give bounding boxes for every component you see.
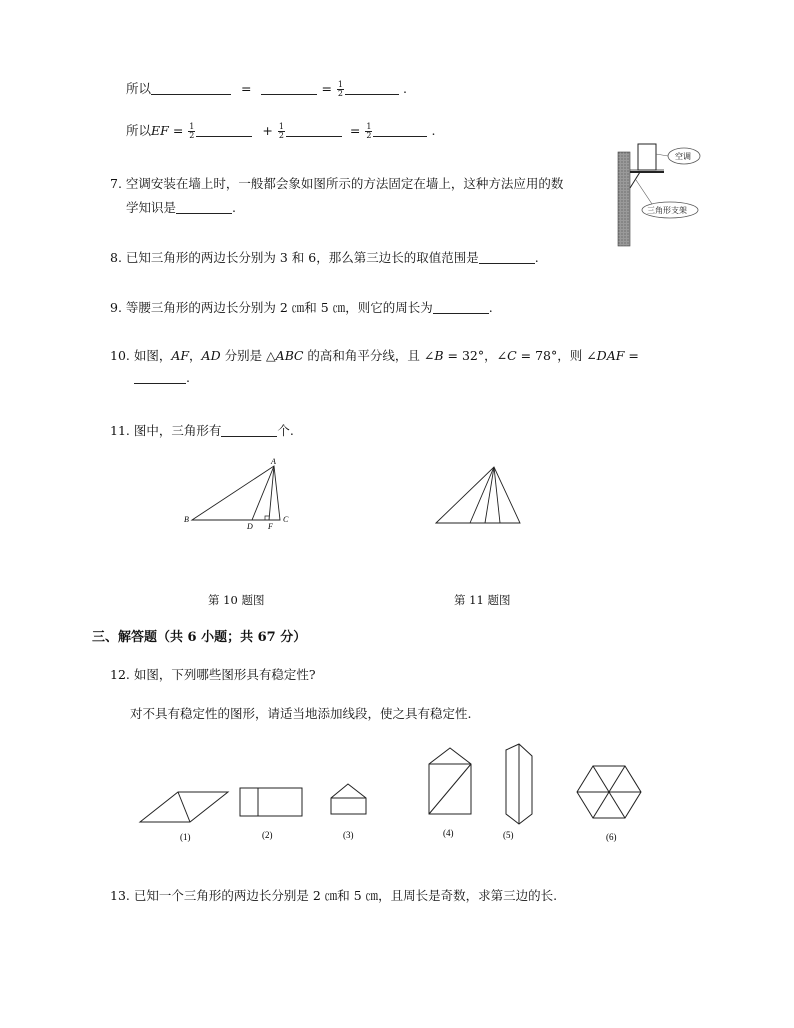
- period: .: [403, 81, 407, 96]
- answer-blank[interactable]: [134, 372, 186, 384]
- equals-sign: =: [172, 123, 184, 138]
- right-angle-mark: [265, 516, 269, 520]
- period: .: [534, 250, 539, 265]
- answer-blank[interactable]: [433, 302, 489, 314]
- answer-blank[interactable]: [286, 125, 342, 137]
- question-9-text: 9. 等腰三角形的两边长分别为 2 ㎝和 5 ㎝，则它的周长为: [110, 300, 433, 315]
- triangle-abc: [192, 466, 280, 520]
- figure-number-3: (3): [343, 830, 354, 840]
- equals-sign: =: [349, 123, 361, 138]
- question-7-line-1: 7. 空调安装在墙上时，一般都会象如图所示的方法固定在墙上，这种方法应用的数: [110, 176, 564, 191]
- answer-blank[interactable]: [479, 252, 535, 264]
- section-3-title: 三、解答题（共 6 小题；共 67 分）: [92, 630, 307, 645]
- label-f: F: [268, 522, 273, 531]
- question-8-text: 8. 已知三角形的两边长分别为 3 和 6，那么第三边长的取值范围是: [110, 250, 479, 265]
- proof-line-2-prefix: 所以: [126, 123, 152, 138]
- shape-3-house: [331, 784, 366, 814]
- segment-ef: EF: [151, 123, 169, 138]
- shape-4-diagonal: [429, 764, 471, 814]
- fraction-half: $\frac{1}{2}$: [337, 80, 344, 98]
- segment-af: [269, 466, 274, 520]
- fan-line-2: [485, 467, 494, 523]
- label-d: D: [247, 522, 253, 531]
- equals-sign: =: [321, 81, 332, 96]
- figure-11-caption: 第 11 题图: [454, 593, 511, 607]
- question-11-suffix: 个.: [277, 423, 294, 438]
- equals-sign: =: [241, 81, 252, 96]
- period: .: [232, 200, 236, 215]
- question-9: [110, 298, 493, 316]
- shape-4-pentagon: [429, 748, 471, 814]
- proof-line-1: [126, 79, 407, 98]
- question-7-line-2: [126, 198, 236, 216]
- question-10-line-1: 10. 如图，𝐴𝐹，𝐴𝐷 分别是 △𝐴𝐵𝐶 的高和角平分线，且 ∠𝐵 = 32°，∠𝐶 = 78°，则 ∠𝐷𝐴𝐹 =: [110, 348, 639, 363]
- question-10-line-2: [134, 370, 190, 385]
- fraction-half: $\frac{1}{2}$: [189, 122, 195, 140]
- answer-blank[interactable]: [151, 83, 231, 95]
- label-triangle-bracket: 三角形支架: [647, 206, 687, 215]
- proof-line-2: [126, 121, 435, 140]
- figure-number-6: (6): [606, 832, 617, 842]
- air-conditioner-figure: [612, 140, 702, 250]
- answer-blank[interactable]: [221, 425, 277, 437]
- question-12-figures: [130, 740, 670, 850]
- outer-triangle: [436, 467, 520, 523]
- period: .: [431, 123, 436, 138]
- figure-number-5: (5): [503, 830, 514, 840]
- question-11-text: 11. 图中，三角形有: [110, 423, 222, 438]
- answer-blank[interactable]: [261, 83, 317, 95]
- figure-11-triangle-fan: [432, 464, 526, 526]
- label-b: B: [184, 515, 189, 524]
- wall-shape: [618, 152, 630, 246]
- proof-line-1-prefix: 所以: [126, 81, 152, 96]
- fraction-half: $\frac{1}{2}$: [278, 122, 284, 140]
- shape-1-diagonal: [178, 792, 190, 822]
- question-7-prefix: 学知识是: [126, 200, 177, 215]
- answer-blank[interactable]: [196, 125, 252, 137]
- figure-10-triangle: [180, 458, 300, 538]
- fraction-half: $\frac{1}{2}$: [366, 122, 372, 140]
- label-a: A: [271, 457, 276, 466]
- answer-blank[interactable]: [373, 125, 427, 137]
- label-c: C: [283, 515, 289, 524]
- period: .: [488, 300, 493, 315]
- question-8: [110, 248, 539, 266]
- question-11: [110, 421, 294, 439]
- bracket-strut: [630, 172, 640, 188]
- question-12-line-2: 对不具有稳定性的图形，请适当地添加线段，使之具有稳定性.: [130, 706, 472, 721]
- figure-number-1: (1): [180, 832, 191, 842]
- figure-number-4: (4): [443, 828, 454, 838]
- fan-line-3: [494, 467, 500, 523]
- figure-number-2: (2): [262, 830, 273, 840]
- question-12-line-1: 12. 如图，下列哪些图形具有稳定性?: [110, 667, 316, 682]
- question-13: 13. 已知一个三角形的两边长分别是 2 ㎝和 5 ㎝，且周长是奇数，求第三边的长.: [110, 888, 558, 903]
- figure-10-caption: 第 10 题图: [208, 593, 265, 607]
- air-conditioner-box: [638, 144, 656, 170]
- period: .: [186, 370, 190, 385]
- fan-line-1: [470, 467, 494, 523]
- segment-ad: [252, 466, 274, 520]
- label-air-conditioner: 空调: [675, 152, 691, 161]
- plus-sign: +: [262, 123, 273, 138]
- answer-blank[interactable]: [345, 83, 399, 95]
- answer-blank[interactable]: [176, 202, 232, 214]
- shape-2-rectangle: [240, 788, 302, 816]
